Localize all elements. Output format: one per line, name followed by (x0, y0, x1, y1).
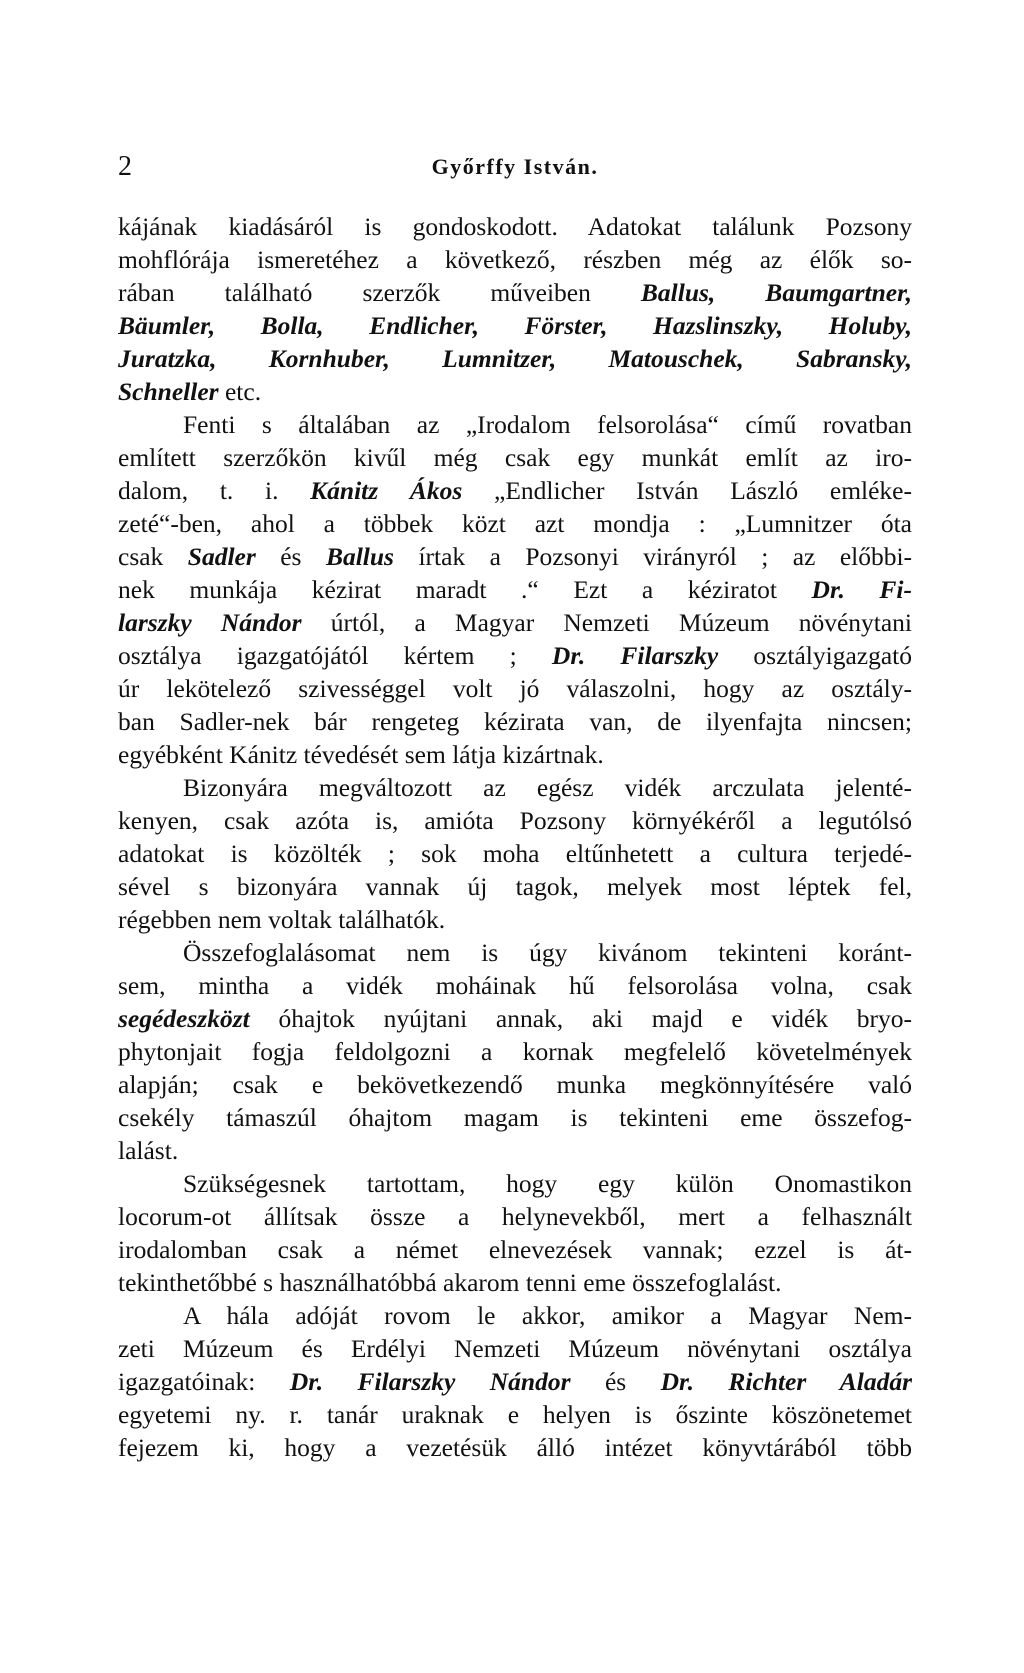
text-line: csak Sadler és Ballus írtak a Pozsonyi virányról ; az előbbi- (118, 542, 912, 571)
running-title: Győrffy István. (431, 154, 599, 179)
paragraph-start-line: Összefoglalásomat nem is úgy kivánom tekinteni koránt- (183, 938, 912, 967)
author-names: Bäumler, Bolla, Endlicher, Förster, Hazslinszky, Holuby, (118, 311, 912, 340)
text-line: említett szerzőkön kivűl még csak egy munkát említ az iro- (118, 443, 912, 472)
text-line: fejezem ki, hogy a vezetésük álló intézet könyvtárából több (118, 1433, 912, 1462)
author-name: larszky Nándor (118, 608, 302, 637)
text-line: zeti Múzeum és Erdélyi Nemzeti Múzeum növénytani osztálya (118, 1334, 912, 1363)
author-name: Dr. Richter Aladár (660, 1367, 912, 1396)
text-line: csekély támaszúl óhajtom magam is tekinteni eme összefog- (118, 1103, 912, 1132)
running-head (118, 147, 912, 187)
page-number: 2 (118, 151, 132, 182)
text-line: sével s bizonyára vannak új tagok, melyek most léptek fel, (118, 872, 912, 901)
emphasized-term: segédeszközt (118, 1004, 250, 1033)
text-line: Schneller etc. (118, 377, 262, 406)
text-line: régebben nem voltak találhatók. (118, 905, 446, 934)
paragraph-start-line: Fenti s általában az „Irodalom felsorolása“ című rovatban (183, 410, 912, 439)
text-line: dalom, t. i. Kánitz Ákos „Endlicher István László emléke- (118, 476, 912, 505)
text-line: rában található szerzők műveiben Ballus, Baumgartner, (118, 278, 912, 307)
text-line: phytonjait fogja feldolgozni a kornak megfelelő követelmények (118, 1037, 912, 1066)
author-name: Ballus (325, 542, 394, 571)
text-line (118, 309, 912, 342)
author-name: Dr. Fi- (811, 575, 912, 604)
text-line: tekinthetőbbé s használhatóbbá akarom tenni eme összefoglalást. (118, 1268, 782, 1297)
text-line: segédeszközt óhajtok nyújtani annak, aki majd e vidék bryo- (118, 1004, 912, 1033)
author-name: Sadler (187, 542, 256, 571)
text-line: sem, mintha a vidék moháinak hű felsorolása volna, csak (118, 971, 912, 1000)
text-line: alapján; csak e bekövetkezendő munka megkönnyítésére való (118, 1070, 912, 1099)
text-line: lalást. (118, 1136, 179, 1165)
paragraph-start-line: Szükségesnek tartottam, hogy egy külön Onomastikon (183, 1169, 912, 1198)
text-line: igazgatóinak: Dr. Filarszky Nándor és Dr. Richter Aladár (118, 1367, 912, 1396)
paragraph-start-line: Bizonyára megváltozott az egész vidék arczulata jelenté- (183, 773, 912, 802)
author-names: Juratzka, Kornhuber, Lumnitzer, Matouschek, Sabransky, (118, 344, 912, 373)
text-line: zeté“-ben, ahol a többek közt azt mondja : „Lumnitzer óta (118, 509, 912, 538)
body-text (118, 210, 912, 1464)
text-line: úr lekötelező szivességgel volt jó válaszolni, hogy az osztály- (118, 674, 912, 703)
author-names: Ballus, Baumgartner, (640, 278, 912, 307)
text-line: mohflórája ismeretéhez a következő, részben még az élők so- (118, 245, 912, 274)
text-line: nek munkája kézirat maradt .“ Ezt a kéziratot Dr. Fi- (118, 575, 912, 604)
text-line: adatokat is közölték ; sok moha eltűnhetett a cultura terjedé- (118, 839, 912, 868)
text-line: kenyen, csak azóta is, amióta Pozsony környékéről a legutólsó (118, 806, 912, 835)
text-line: irodalomban csak a német elnevezések vannak; ezzel is át- (118, 1235, 912, 1264)
text-line: egyébként Kánitz tévedését sem látja kizártnak. (118, 740, 604, 769)
text-line: osztálya igazgatójától kértem ; Dr. Filarszky osztályigazgató (118, 641, 912, 670)
text-line: egyetemi ny. r. tanár uraknak e helyen is őszinte köszönetemet (118, 1400, 912, 1429)
author-name: Dr. Filarszky (551, 641, 719, 670)
text-line: kájának kiadásáról is gondoskodott. Adatokat találunk Pozsony (118, 212, 912, 241)
author-name: Dr. Filarszky Nándor (289, 1367, 571, 1396)
author-name: Kánitz Ákos (310, 476, 463, 505)
text-line: locorum-ot állítsak össze a helynevekből, mert a felhasznált (118, 1202, 912, 1231)
paragraph-start-line: A hála adóját rovom le akkor, amikor a Magyar Nem- (183, 1301, 912, 1330)
text-line (118, 342, 912, 375)
text-line: ban Sadler-nek bár rengeteg kézirata van, de ilyenfajta nincsen; (118, 707, 912, 736)
author-names: Schneller (118, 377, 219, 406)
text-line: larszky Nándor úrtól, a Magyar Nemzeti Múzeum növénytani (118, 608, 912, 637)
